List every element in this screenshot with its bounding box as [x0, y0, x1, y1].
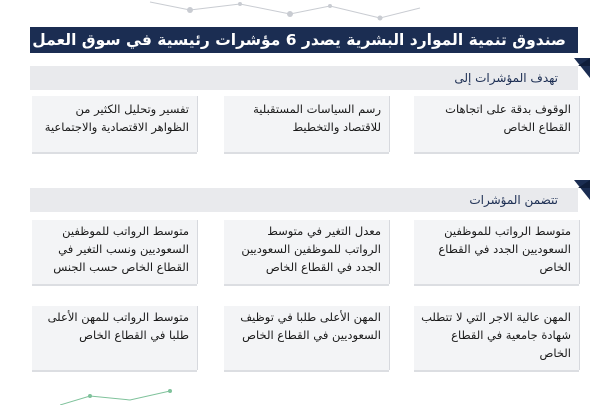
indicator-card — [224, 306, 390, 370]
indicator-card — [224, 220, 390, 284]
network-decoration — [0, 0, 610, 26]
indicator-card-text: معدل التغير في متوسط الرواتب للموظفين السعوديين الجدد في القطاع الخاص — [241, 224, 381, 274]
indicator-card — [32, 220, 198, 284]
page-title: صندوق تنمية الموارد البشرية يصدر 6 مؤشرات رئيسية في سوق العمل — [30, 27, 578, 53]
indicator-card — [32, 306, 198, 370]
indicator-card-text: متوسط الرواتب للموظفين السعوديين الجدد في القطاع الخاص — [438, 224, 571, 274]
indicator-card-text: المهن عالية الاجر التي لا تتطلب شهادة جامعية في القطاع الخاص — [421, 310, 571, 360]
goal-card-text: الوقوف بدقة على اتجاهات القطاع الخاص — [445, 102, 571, 134]
goal-card-text: تفسير وتحليل الكثير من الظواهر الاقتصادية والاجتماعية — [44, 102, 189, 134]
indicator-card-text: المهن الأعلى طلبا في توظيف السعوديين في القطاع الخاص — [240, 310, 381, 342]
indicator-card-text: متوسط الرواتب للموظفين السعوديين ونسب التغير في القطاع الخاص حسب الجنس — [53, 224, 189, 274]
indicator-card-text: متوسط الرواتب للمهن الأعلى طلبا في القطاع الخاص — [47, 310, 189, 342]
goal-card-text: رسم السياسات المستقبلية للاقتصاد والتخطيط — [253, 102, 381, 134]
indicator-card — [414, 306, 580, 370]
indicator-card — [414, 220, 580, 284]
goal-card — [32, 96, 198, 152]
section-goals-label: تهدف المؤشرات إلى — [454, 71, 558, 85]
goal-card — [224, 96, 390, 152]
goal-card — [414, 96, 580, 152]
section-goals-header — [30, 66, 578, 90]
bottom-decoration — [60, 388, 220, 405]
section-includes-label: تتضمن المؤشرات — [469, 193, 558, 207]
section-includes-header — [30, 188, 578, 212]
